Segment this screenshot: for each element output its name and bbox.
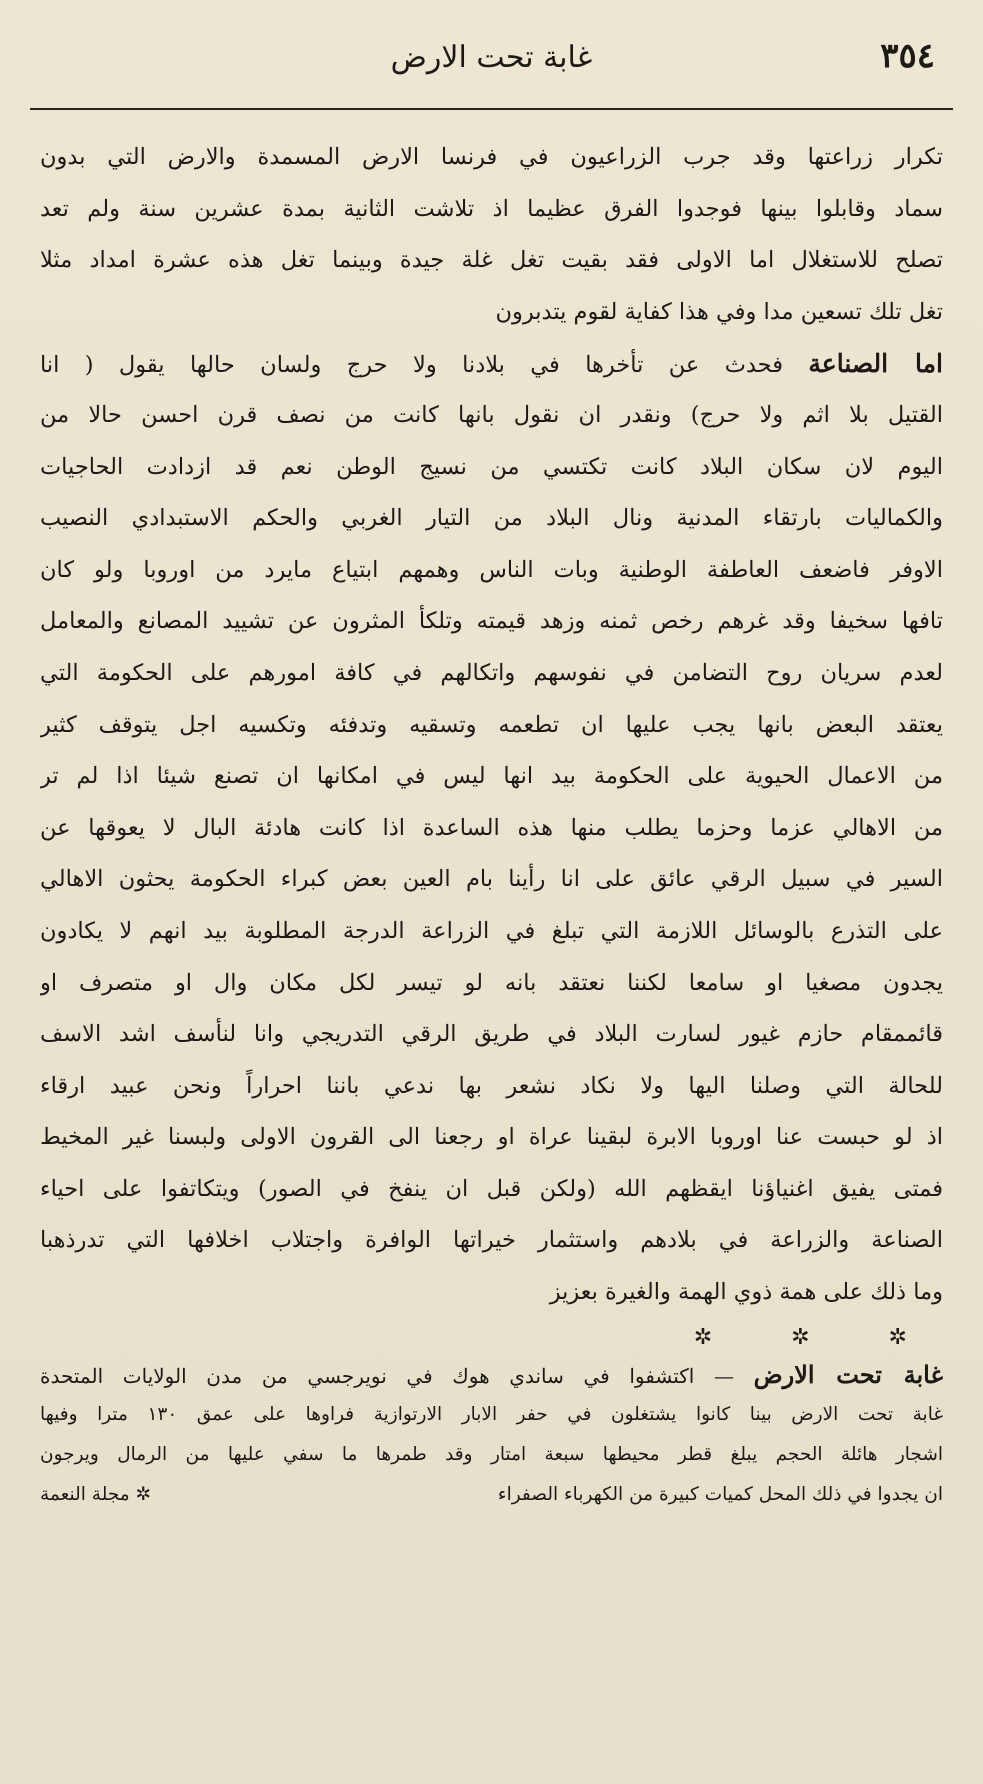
text-line: يعتقد البعض بانها يجب عليها ان تطعمه وتسقيه وتدفئه وتكسيه اجل يتوقف كثير bbox=[40, 711, 943, 738]
page-number: ٣٥٤ bbox=[880, 36, 935, 76]
text-line: اذ لو حبست عنا اوروبا الابرة لبقينا عراة او رجعنا الى القرون الاولى ولبسنا غير المخيط bbox=[40, 1124, 943, 1151]
source-credit: ✲ مجلة النعمة bbox=[40, 1483, 152, 1505]
text-line: وما ذلك على همة ذوي الهمة والغيرة بعزيز bbox=[549, 1279, 943, 1306]
text-line: تافها سخيفا وقد غرهم رخص ثمنه وزهد قيمته وتلكأ المثرون عن تشييد المصانع والمعامل bbox=[40, 608, 943, 635]
text-line: على التذرع بالوسائل اللازمة التي تبلغ في الزراعة الدرجة المطلوبة بيد انهم لا يكادون bbox=[40, 917, 943, 944]
news-headline-line bbox=[40, 1355, 943, 1395]
text-line: الاوفر فاضعف العاطفة الوطنية وبات الناس وهمهم ابتياع مايرد من اوروبا ولو كان bbox=[40, 556, 943, 583]
text-line: تكرار زراعتها وقد جرب الزراعيون في فرنسا الارض المسمدة والارض التي بدون bbox=[40, 144, 943, 170]
news-keyword: غابة تحت الارض bbox=[753, 1359, 943, 1389]
text-line: اشجار هائلة الحجم يبلغ قطر محيطها سبعة امتار وقد طمرها ما سفي عليها من الرمال ويرجون bbox=[40, 1443, 943, 1465]
text-line: قائممقام حازم غيور لسارت البلاد في طريق الرقي التدريجي وانا لنأسف اشد الاسف bbox=[40, 1021, 943, 1048]
text-line: من الاهالي عزما وحزما يطلب منها هذه الساعدة اذا كانت هادئة البال لا يعوقها عن bbox=[40, 814, 943, 841]
text-line: ان يجدوا في ذلك المحل كميات كبيرة من الكهرباء الصفراء bbox=[497, 1483, 943, 1505]
text-line: فحدث عن تأخرها في بلادنا ولا حرج ولسان حالها يقول ( انا bbox=[40, 352, 783, 379]
text-line: الصناعة والزراعة في بلادهم واستثمار خيراتها الوافرة واجتلاب اخلافها التي تدرذهبا bbox=[40, 1227, 943, 1254]
text-line: القتيل بلا اثم ولا حرج) ونقدر ان نقول بانها كانت من نصف قرن احسن حالا من bbox=[40, 401, 943, 428]
section-separator: ✲ ✲ ✲ bbox=[693, 1324, 943, 1350]
text-line: والكماليات بارتقاء المدنية ونال البلاد من التيار الغربي والحكم الاستبدادي النصيب bbox=[40, 505, 943, 532]
text-line: لعدم سريان روح التضامن في نفوسهم واتكالهم في كافة امورهم على الحكومة التي bbox=[40, 659, 943, 686]
text-line: للحالة التي وصلنا اليها ولا نكاد نشعر بها ندعي باننا احراراً ونحن عبيد ارقاء bbox=[40, 1072, 943, 1099]
text-line: تصلح للاستغلال اما الاولى فقد بقيت تغل غلة جيدة وبينما تغل هذه عشرة امداد مثلا bbox=[40, 247, 943, 274]
text-line: غابة تحت الارض بينا كانوا يشتغلون في حفر الابار الارتوازية فراوها على عمق ١٣٠ مترا وفيها bbox=[40, 1403, 943, 1425]
text-line: يجدون مصغيا او سامعا لكننا نعتقد بانه لو تيسر لكل مكان وال او متصرف او bbox=[40, 969, 943, 996]
news-item bbox=[40, 1355, 943, 1515]
industry-paragraph-start bbox=[40, 338, 943, 390]
industry-keyword: اما الصناعة bbox=[808, 349, 943, 379]
text-line: فمتى يفيق اغنياؤنا ايقظهم الله (ولكن قبل ان ينفخ في الصور) ويتكاتفوا على احياء bbox=[40, 1175, 943, 1202]
text-line: من الاعمال الحيوية على الحكومة بيد انها ليس في امكانها ان تصنع شيئا اذا لم تر bbox=[40, 763, 943, 790]
text-line: سماد وقابلوا بينها فوجدوا الفرق عظيما اذ تلاشت الثانية بمدة عشرين سنة ولم تعد bbox=[40, 195, 943, 222]
running-title: غابة تحت الارض bbox=[390, 40, 593, 75]
text-line: تغل تلك تسعين مدا وفي هذا كفاية لقوم يتدبرون bbox=[495, 298, 943, 325]
text-line: اليوم لان سكان البلاد كانت تكتسي من نسيج الوطن نعم قد ازدادت الحاجيات bbox=[40, 453, 943, 480]
text-line: السير في سبيل الرقي عائق على انا رأينا بام العين بعض كبراء الحكومة يحثون الاهالي bbox=[40, 866, 943, 893]
article-body bbox=[40, 132, 943, 1515]
page-header bbox=[30, 30, 953, 102]
news-last-line bbox=[40, 1475, 943, 1515]
text-line: — اكتشفوا في ساندي هوك في نويرجسي من مدن الولايات المتحدة bbox=[40, 1363, 734, 1388]
header-divider bbox=[30, 108, 953, 110]
